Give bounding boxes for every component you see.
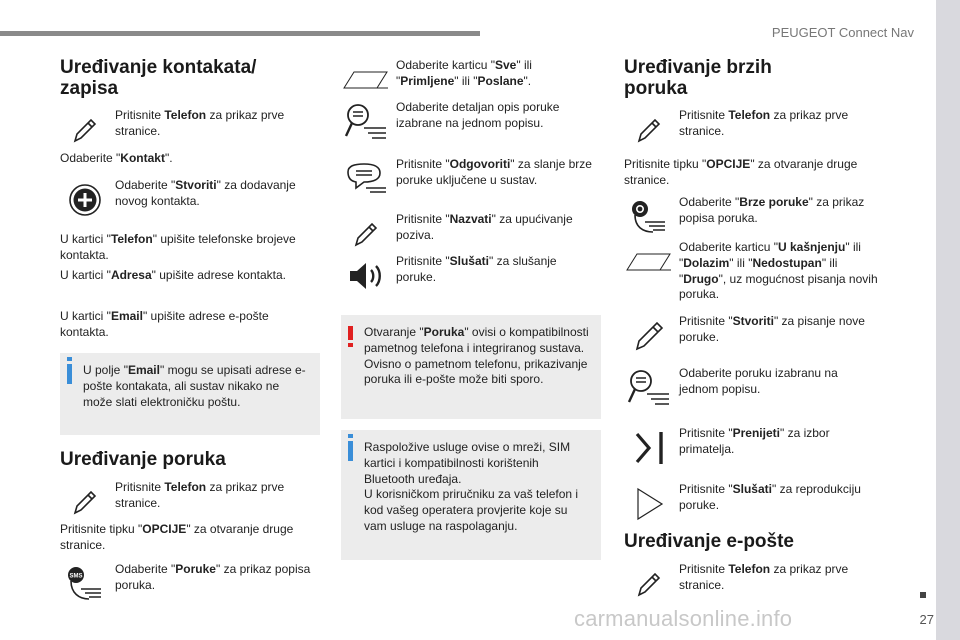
step-text: Odaberite "Stvoriti" za dodavanje novog kontakta. [115, 178, 296, 208]
step-text: Odaberite karticu "Sve" ili "Primljene" ili "Poslane". [396, 58, 532, 88]
paragraph: U kartici "Adresa" upišite adrese kontakta. [60, 268, 286, 282]
step-text: Pritisnite Telefon za prikaz prve stranice. [679, 108, 849, 138]
step-text: Pritisnite Telefon za prikaz prve stranice. [679, 562, 849, 592]
pencil-icon [624, 314, 674, 358]
step-phone [624, 562, 886, 606]
step-call [341, 212, 603, 256]
continuation-marker [920, 592, 926, 598]
add-circle-icon [60, 178, 110, 222]
play-icon [624, 482, 674, 526]
tab-icon [624, 240, 674, 284]
pencil-icon [624, 108, 674, 152]
warning-icon [348, 326, 353, 340]
search-list-icon [341, 100, 391, 144]
quick-message-icon [624, 195, 674, 239]
step-phone [624, 108, 886, 152]
step-create [624, 314, 886, 358]
step-tabs [341, 58, 603, 102]
info-box [341, 430, 601, 560]
svg-text:SMS: SMS [69, 573, 83, 580]
step-text: Pritisnite "Slušati" za slušanje poruke. [396, 254, 557, 284]
page-side-strip [936, 0, 960, 640]
step-text: Pritisnite "Slušati" za reprodukciju poruke. [679, 482, 861, 512]
step-play [624, 482, 886, 526]
step-phone [60, 480, 322, 524]
step-select [624, 366, 886, 410]
step-detail [341, 100, 603, 144]
reply-list-icon [341, 157, 391, 201]
tab-icon [341, 58, 391, 102]
pencil-icon [624, 562, 674, 606]
info-icon [348, 441, 353, 461]
step-text: Pritisnite Telefon za prikaz prve stranice. [115, 108, 285, 138]
heading-contacts: Uređivanje kontakata/ zapisa [60, 57, 257, 99]
info-icon [67, 364, 72, 384]
info-box [60, 353, 320, 435]
step-quick [624, 195, 886, 239]
heading-messages: Uređivanje poruka [60, 449, 226, 470]
step-listen [341, 254, 603, 298]
step-tabs [624, 240, 886, 302]
heading-email: Uređivanje e-pošte [624, 531, 794, 552]
step-phone [60, 108, 322, 152]
step-messages [60, 562, 322, 606]
step-forward [624, 426, 886, 470]
step-text: Odaberite "Poruke" za prikaz popisa poruka. [115, 562, 311, 592]
sms-icon [60, 562, 110, 606]
top-rule [0, 31, 480, 36]
warning-box [341, 315, 601, 419]
step-create [60, 178, 322, 222]
step-text: Odaberite poruku izabranu na jednom popisu. [679, 366, 838, 396]
info-text: Raspoložive usluge ovise o mreži, SIM kartici i kompatibilnosti korištenih Bluetooth uređaja. U korisničkom priručniku za vaš telefon i kod vašeg operatera provjerite koje su vam usluge na raspolaganju. [364, 440, 579, 534]
step-text: Pritisnite Telefon za prikaz prve stranice. [115, 480, 285, 510]
step-text: Pritisnite "Odgovoriti" za slanje brze poruke uključene u sustav. [396, 157, 592, 187]
step-text: Pritisnite "Prenijeti" za izbor primatelja. [679, 426, 830, 456]
watermark: carmanualsonline.info [574, 606, 793, 631]
pencil-icon [60, 108, 110, 152]
search-list-icon [624, 366, 674, 410]
speaker-icon [341, 254, 391, 298]
heading-quick-messages: Uređivanje brzih poruka [624, 57, 772, 99]
info-text: U polje "Email" mogu se upisati adrese e-pošte kontakata, ali sustav nikako ne može slati elektroničku poštu. [83, 363, 306, 409]
page-number: 27 [919, 612, 934, 627]
paragraph: Pritisnite tipku "OPCIJE" za otvaranje druge stranice. [60, 522, 294, 552]
step-text: Odaberite karticu "U kašnjenju" ili "Dolazim" ili "Nedostupan" ili "Drugo", uz mogućnost pisanja novih poruka. [679, 240, 878, 302]
paragraph: U kartici "Telefon" upišite telefonske brojeve kontakta. [60, 232, 296, 262]
paragraph: Pritisnite tipku "OPCIJE" za otvaranje druge stranice. [624, 157, 858, 187]
warning-text: Otvaranje "Poruka" ovisi o kompatibilnosti pametnog telefona i integriranog sustava. Ovisno o pametnom telefonu, prikazivanje poruka ili e-pošte može biti sporo. [364, 325, 589, 387]
step-text: Pritisnite "Nazvati" za upućivanje poziva. [396, 212, 573, 242]
header-title: PEUGEOT Connect Nav [771, 25, 914, 40]
pencil-icon [341, 212, 391, 256]
step-text: Odaberite "Brze poruke" za prikaz popisa poruka. [679, 195, 865, 225]
paragraph: Odaberite "Kontakt". [60, 151, 173, 165]
pencil-icon [60, 480, 110, 524]
paragraph: U kartici "Email" upišite adrese e-pošte kontakta. [60, 309, 269, 339]
step-text: Pritisnite "Stvoriti" za pisanje nove poruke. [679, 314, 865, 344]
step-reply [341, 157, 603, 201]
step-text: Odaberite detaljan opis poruke izabrane na jednom popisu. [396, 100, 560, 130]
forward-icon [624, 426, 674, 470]
